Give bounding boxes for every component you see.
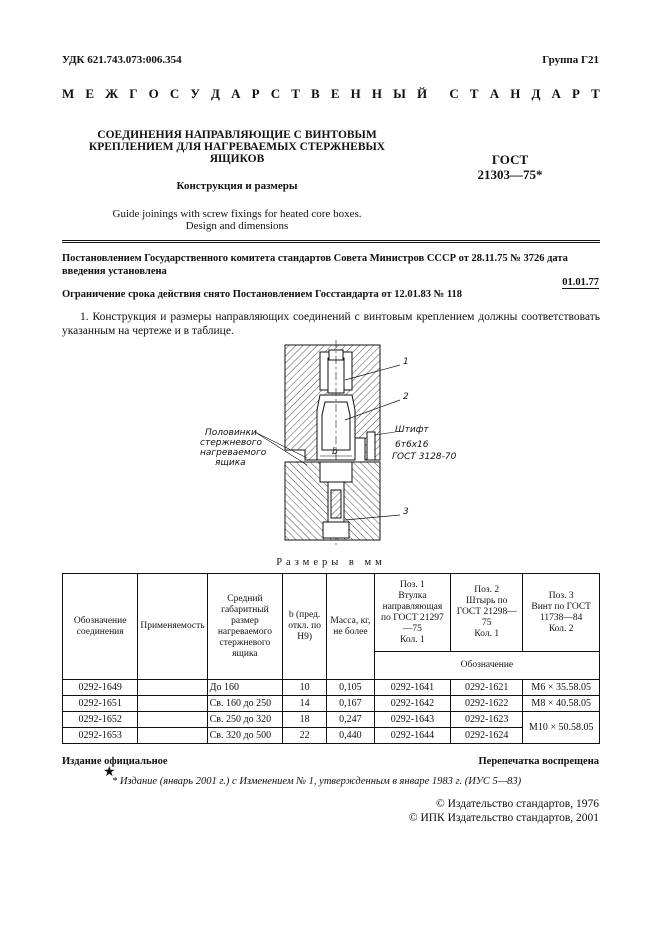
cell-b: 18: [283, 712, 327, 728]
label-2: 2: [403, 392, 409, 402]
introduction-date: 01.01.77: [562, 277, 599, 288]
gost-number: [440, 152, 580, 182]
divider: [62, 240, 600, 241]
pin-label: Штифт: [395, 425, 429, 435]
pin-label: ГОСТ 3128-70: [392, 452, 457, 462]
pos2-text: Штырь по ГОСТ 21298—75: [456, 596, 517, 628]
header-pos2: [451, 574, 523, 652]
document-title: [62, 129, 412, 165]
heading-letter: Д: [211, 86, 220, 101]
cell-pos3: M8 × 40.58.05: [523, 696, 600, 712]
heading-letter: Р: [251, 86, 260, 101]
heading-letter: Е: [330, 86, 340, 101]
pos2-qty: Кол. 1: [474, 629, 500, 639]
title-line: ЯЩИКОВ: [209, 153, 265, 165]
heading-letter: С: [169, 86, 180, 101]
english-title: [62, 208, 412, 232]
heading-letter: Т: [591, 86, 600, 101]
english-title-line: Guide joinings with screw fixings for heated core boxes.: [112, 208, 362, 220]
title-line: КРЕПЛЕНИЕМ ДЛЯ НАГРЕВАЕМЫХ СТЕРЖНЕВЫХ: [88, 141, 386, 153]
cell-pos1: 0292-1641: [374, 680, 450, 696]
heading-letter: Д: [531, 86, 541, 101]
heading-letter: Р: [572, 86, 580, 101]
header-mass: Масса, кг, не более: [327, 574, 375, 680]
heading-letter: А: [551, 86, 561, 101]
header-applicability: Применяемость: [138, 574, 207, 680]
heading-letter: Н: [350, 86, 361, 101]
halves-label: Половинки: [205, 428, 257, 438]
halves-label: стержневого: [200, 438, 263, 448]
cell-pos2: 0292-1622: [451, 696, 523, 712]
pos1-title: Поз. 1: [399, 579, 425, 590]
cell-mass: 0,167: [327, 696, 375, 712]
cell-pos3: M10 × 50.58.05: [523, 712, 600, 744]
limit-text: Ограничение срока действия снято Постановлением Госстандарта от 12.01.83 № 118: [62, 289, 462, 300]
cell-mass: 0,247: [327, 712, 375, 728]
group-code: Группа Г21: [542, 54, 599, 66]
cell-b: 10: [283, 680, 327, 696]
cell-size: Св. 250 до 320: [207, 712, 283, 728]
pos2-title: Поз. 2: [474, 585, 500, 595]
udk-code: УДК 621.743.073:006.354: [62, 54, 182, 66]
pin-label: 6т6х16: [395, 440, 429, 450]
heading-letter: Г: [129, 86, 138, 101]
document-subtitle: Конструкция и размеры: [176, 180, 298, 192]
cell-pos2: 0292-1623: [451, 712, 523, 728]
copyright-1: © Издательство стандартов, 1976: [435, 798, 599, 810]
cell-applic: [138, 712, 207, 728]
cell-applic: [138, 680, 207, 696]
cell-applic: [138, 728, 207, 744]
halves-label: ящика: [215, 458, 246, 468]
header-pos1: [374, 574, 450, 652]
cell-pos2: 0292-1624: [451, 728, 523, 744]
pos1-qty: Кол. 1: [400, 634, 425, 645]
heading-letter: Е: [85, 86, 95, 101]
gost-code: 21303—75*: [477, 167, 543, 182]
cell-code: 0292-1651: [63, 696, 138, 712]
heading-letter: Й: [417, 86, 428, 101]
divider: [62, 242, 600, 243]
dimensions-table: [62, 573, 600, 744]
cell-pos1: 0292-1644: [374, 728, 450, 744]
heading-letter: О: [148, 86, 159, 101]
cell-pos1: 0292-1643: [374, 712, 450, 728]
heading-letter: Ы: [393, 86, 406, 101]
cell-pos1: 0292-1642: [374, 696, 450, 712]
pos3-qty: Кол. 2: [548, 623, 574, 634]
header-pos3: [523, 574, 600, 652]
halves-label: нагреваемого: [200, 448, 267, 458]
cell-pos3: M6 × 35.58.05: [523, 680, 600, 696]
heading-letter: В: [311, 86, 320, 101]
official-edition: Издание официальное: [62, 756, 168, 767]
paragraph-1: 1. Конструкция и размеры направляющих соединений с винтовым креплением должны соответствовать указанным на чертеже и в таблице.: [62, 311, 600, 337]
b-dimension-label: b: [332, 447, 338, 457]
interstate-standard-heading: [62, 86, 600, 102]
heading-letter: Н: [371, 86, 382, 101]
cell-code: 0292-1649: [63, 680, 138, 696]
cell-code: 0292-1653: [63, 728, 138, 744]
pos3-title: Поз. 3: [548, 590, 574, 601]
cell-applic: [138, 696, 207, 712]
header-b: b (пред. откл. по H9): [283, 574, 327, 680]
heading-letter: А: [231, 86, 241, 101]
cell-size: Св. 320 до 500: [207, 728, 283, 744]
heading-letter: М: [62, 86, 75, 101]
pos3-text: Винт по ГОСТ 11738—84: [531, 601, 591, 623]
cell-code: 0292-1652: [63, 712, 138, 728]
table-row: [63, 696, 600, 712]
heading-letter: Т: [291, 86, 300, 101]
heading-letter: С: [449, 86, 459, 101]
heading-letter: Н: [510, 86, 521, 101]
cell-size: Св. 160 до 250: [207, 696, 283, 712]
table-caption: Размеры в мм: [276, 557, 386, 568]
gost-label: ГОСТ: [491, 152, 529, 167]
edition-note: * Издание (январь 2001 г.) с Изменением № 1, утвержденным в январе 1983 г. (ИУС 5—83): [112, 776, 522, 787]
joint-drawing: [195, 340, 475, 555]
heading-letter: Т: [469, 86, 479, 101]
cell-mass: 0,105: [327, 680, 375, 696]
label-1: 1: [403, 357, 409, 367]
cell-b: 14: [283, 696, 327, 712]
cell-mass: 0,440: [327, 728, 375, 744]
cell-pos2: 0292-1621: [451, 680, 523, 696]
english-title-line: Design and dimensions: [185, 220, 289, 232]
table-row: [63, 680, 600, 696]
cell-size: До 160: [207, 680, 283, 696]
heading-letter: Ж: [105, 86, 119, 101]
table-row: [63, 728, 600, 744]
label-3: 3: [403, 507, 409, 517]
heading-letter: У: [190, 86, 200, 101]
cell-b: 22: [283, 728, 327, 744]
decree-text: Постановлением Государственного комитета стандартов Совета Министров СССР от 28.11.75 № 3726 дата введения установлена: [62, 253, 568, 277]
heading-letter: А: [489, 86, 500, 101]
reprint-notice: Перепечатка воспрещена: [478, 756, 599, 767]
heading-letter: С: [270, 86, 281, 101]
header-designation-sub: Обозначение: [374, 652, 599, 680]
star-icon: ★: [103, 765, 116, 780]
pos1-text: Втулка направляющая по ГОСТ 21297—75: [381, 590, 444, 634]
header-designation: Обозначение соединения: [63, 574, 138, 680]
copyright-2: © ИПК Издательство стандартов, 2001: [408, 812, 599, 824]
table-row: [63, 712, 600, 728]
title-line: СОЕДИНЕНИЯ НАПРАВЛЯЮЩИЕ С ВИНТОВЫМ: [97, 129, 377, 141]
header-size: Средний габаритный размер нагреваемого стержневого ящика: [207, 574, 283, 680]
